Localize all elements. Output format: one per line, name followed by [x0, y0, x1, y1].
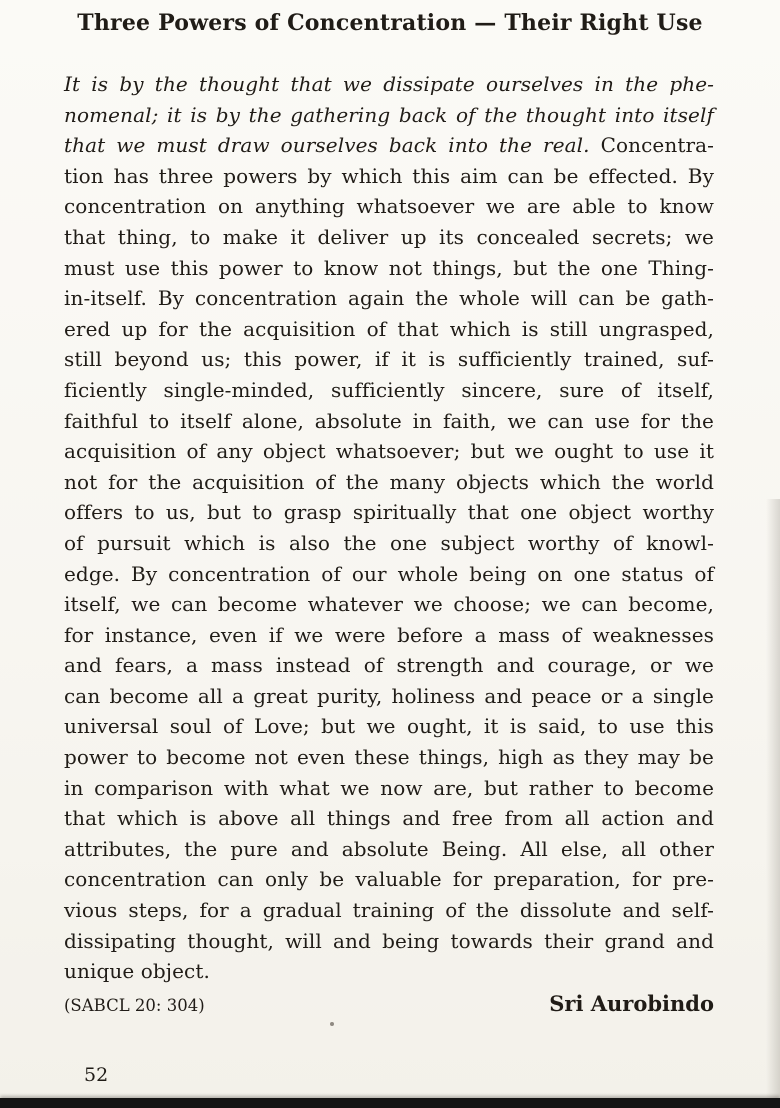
page-number: 52 [84, 1064, 109, 1086]
body-line [64, 834, 714, 865]
body-line [64, 69, 714, 100]
body-line [64, 895, 714, 926]
body-line-segment: not for the acquisition of the many objects which the world [64, 469, 714, 494]
body-line [64, 650, 714, 681]
body-line-segment: itself, we can become whatever we choose; we can become, [64, 592, 714, 617]
body-line-segment: dissipating thought, will and being towards their grand and [64, 928, 714, 953]
body-line-segment: must use this power to know not things, but the one Thing- [64, 255, 714, 280]
author: Sri Aurobindo [549, 990, 714, 1016]
page-title: Three Powers of Concentration — Their Right Use [77, 10, 703, 36]
body-line [64, 191, 714, 222]
body-line [64, 803, 714, 834]
body-line-segment: of pursuit which is also the one subject worthy of knowl- [64, 530, 714, 555]
body-line [64, 406, 714, 437]
body-line-segment: acquisition of any object whatsoever; but we ought to use it [64, 439, 714, 464]
body-line [64, 528, 714, 559]
body-line-segment: power to become not even these things, high as they may be [64, 745, 714, 770]
body-line-segment: tion has three powers by which this aim can be effected. By [64, 163, 714, 188]
body-line [64, 620, 714, 651]
body-line-segment: that which is above all things and free from all action and [64, 806, 714, 831]
body-line-segment: in-itself. By concentration again the whole will can be gath- [64, 286, 714, 311]
body-line [64, 864, 714, 895]
body-line-segment: Concentra- [600, 133, 714, 158]
body-line-segment: for instance, even if we were before a mass of weaknesses [64, 622, 714, 647]
body-line-segment: attributes, the pure and absolute Being. All else, all other [64, 836, 714, 861]
body-line-segment: that thing, to make it deliver up its concealed secrets; we [64, 224, 714, 249]
body-line [64, 773, 714, 804]
body-line [64, 559, 714, 590]
body-text [0, 69, 780, 987]
body-line [64, 497, 714, 528]
body-line [64, 161, 714, 192]
body-line [64, 956, 714, 987]
citation: (SABCL 20: 304) [64, 995, 205, 1015]
body-line [64, 681, 714, 712]
body-line-segment-italic: It is by the thought that we dissipate ourselves in the phe- [64, 72, 714, 96]
body-line [64, 130, 714, 161]
body-line [64, 926, 714, 957]
body-line [64, 436, 714, 467]
body-line [64, 467, 714, 498]
body-line-segment: edge. By concentration of our whole being on one status of [64, 561, 714, 586]
body-line [64, 253, 714, 284]
body-line-segment: still beyond us; this power, if it is sufficiently trained, suf- [64, 347, 714, 372]
body-line-segment: concentration on anything whatsoever we are able to know [64, 194, 714, 219]
citation-row [0, 987, 780, 1016]
body-line [64, 344, 714, 375]
scan-bottom-edge [0, 1098, 780, 1108]
body-line-segment-italic: that we must draw ourselves back into the real. [64, 133, 601, 158]
body-line-segment: ered up for the acquisition of that which is still ungrasped, [64, 316, 714, 341]
body-line-segment: unique object. [64, 959, 210, 984]
body-line [64, 711, 714, 742]
body-line-segment-italic: nomenal; it is by the gathering back of the thought into itself [64, 102, 714, 127]
body-line [64, 283, 714, 314]
body-line-segment: vious steps, for a gradual training of the dissolute and self- [64, 898, 714, 923]
body-line-segment: faithful to itself alone, absolute in faith, we can use for the [64, 408, 714, 433]
body-line-segment: offers to us, but to grasp spiritually that one object worthy [64, 500, 714, 525]
body-line [64, 314, 714, 345]
body-line [64, 589, 714, 620]
body-line [64, 375, 714, 406]
body-line [64, 100, 714, 131]
body-line-segment: in comparison with what we now are, but rather to become [64, 775, 714, 800]
scan-speck [330, 1022, 334, 1026]
scan-right-edge [766, 499, 780, 1108]
body-line [64, 742, 714, 773]
body-line-segment: can become all a great purity, holiness and peace or a single [64, 683, 714, 708]
body-line [64, 222, 714, 253]
body-line-segment: and fears, a mass instead of strength and courage, or we [64, 653, 714, 678]
body-line-segment: ficiently single-minded, sufficiently sincere, sure of itself, [64, 377, 714, 402]
body-line-segment: concentration can only be valuable for preparation, for pre- [64, 867, 714, 892]
body-line-segment: universal soul of Love; but we ought, it is said, to use this [64, 714, 714, 739]
